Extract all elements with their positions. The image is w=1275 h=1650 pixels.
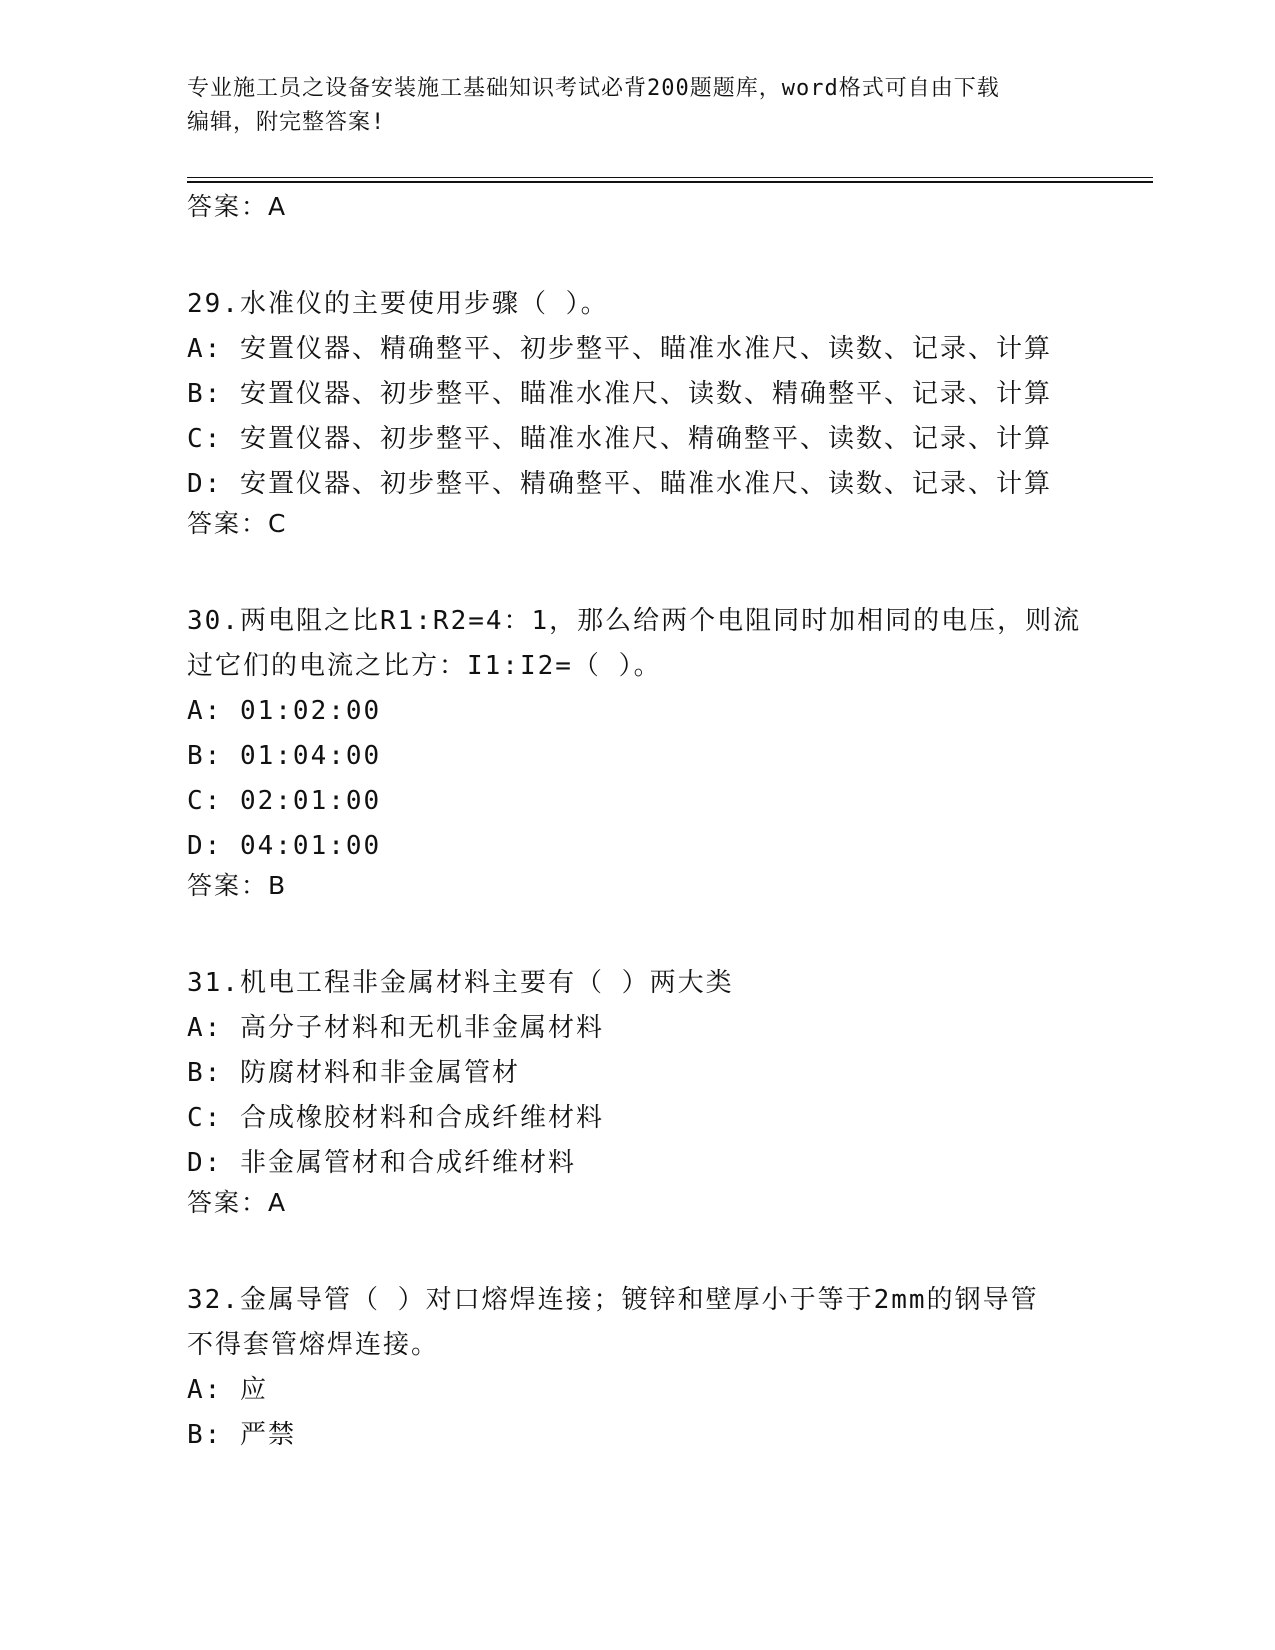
answer: 答案：C [187, 509, 288, 538]
question-text-cont: 过它们的电流之比方：I1:I2=（ ）。 [187, 651, 662, 681]
question-31 [187, 961, 1087, 1231]
page-header [187, 72, 1067, 140]
spacer [187, 914, 1087, 961]
option-a: A: 应 [187, 1375, 268, 1405]
question-30 [187, 599, 1087, 914]
header-line-2: 编辑，附完整答案! [187, 110, 386, 135]
option-b: B: 防腐材料和非金属管材 [187, 1058, 520, 1088]
spacer [187, 235, 1087, 282]
header-rule-thick [187, 181, 1153, 183]
header-line-1: 专业施工员之设备安装施工基础知识考试必背200题题库，word格式可自由下载 [187, 76, 1000, 101]
question-text: 31.机电工程非金属材料主要有（ ）两大类 [187, 968, 734, 998]
question-32 [187, 1278, 1087, 1458]
question-text: 29.水准仪的主要使用步骤（ ）。 [187, 289, 609, 319]
option-a: A: 高分子材料和无机非金属材料 [187, 1013, 604, 1043]
option-d: D: 安置仪器、初步整平、精确整平、瞄准水准尺、读数、记录、计算 [187, 469, 1052, 499]
option-c: C: 安置仪器、初步整平、瞄准水准尺、精确整平、读数、记录、计算 [187, 424, 1052, 454]
option-b: B: 安置仪器、初步整平、瞄准水准尺、读数、精确整平、记录、计算 [187, 379, 1052, 409]
option-c: C: 合成橡胶材料和合成纤维材料 [187, 1103, 604, 1133]
option-d: D: 04:01:00 [187, 831, 382, 861]
header-rule-thin [187, 177, 1153, 178]
question-29 [187, 282, 1087, 552]
question-text: 30.两电阻之比R1:R2=4：1，那么给两个电阻同时加相同的电压，则流 [187, 606, 1082, 636]
previous-answer: 答案：A [187, 192, 288, 221]
answer: 答案：A [187, 1188, 288, 1217]
question-text: 32.金属导管（ ）对口熔焊连接；镀锌和壁厚小于等于2mm的钢导管 [187, 1285, 1039, 1315]
question-text-cont: 不得套管熔焊连接。 [187, 1330, 440, 1360]
option-d: D: 非金属管材和合成纤维材料 [187, 1148, 576, 1178]
question-list [187, 190, 1087, 1458]
spacer [187, 552, 1087, 599]
option-c: C: 02:01:00 [187, 786, 382, 816]
option-a: A: 安置仪器、精确整平、初步整平、瞄准水准尺、读数、记录、计算 [187, 334, 1052, 364]
option-b: B: 严禁 [187, 1420, 296, 1450]
option-a: A: 01:02:00 [187, 696, 382, 726]
answer: 答案：B [187, 871, 288, 900]
option-b: B: 01:04:00 [187, 741, 382, 771]
spacer [187, 1231, 1087, 1278]
